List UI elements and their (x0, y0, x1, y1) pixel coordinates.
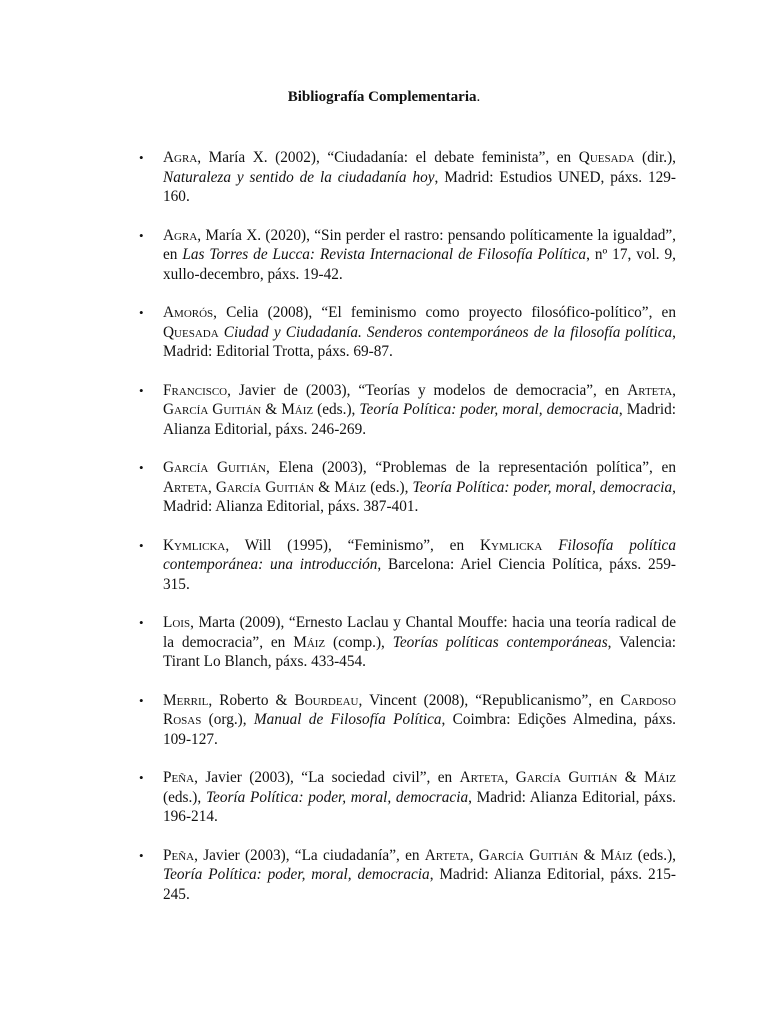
reference-text: , nº 17, vol. 9, xullo-decembro, páxs. 19-42. (163, 246, 676, 283)
bullet-icon: • (139, 460, 144, 475)
reference-text: , Elena (2003), “Problemas de la representación política”, en (265, 459, 676, 476)
document-title-text: Bibliografía Complementaria (287, 89, 477, 105)
reference-author: Máiz (281, 401, 314, 418)
reference-item (139, 381, 676, 440)
reference-item (139, 226, 676, 285)
reference-text: , Javier de (2003), “Teorías y modelos de democracia”, en (227, 381, 628, 399)
reference-text: (dir.), (634, 149, 676, 166)
reference-text: (comp.), (325, 633, 393, 651)
reference-item (139, 303, 676, 362)
reference-text: , Madrid: Alianza Editorial, páxs. 387-401. (163, 478, 676, 515)
reference-text: , Barcelona: Ariel Ciencia Política, páxs. 259-315. (163, 556, 676, 593)
reference-work-title: Teoría Política: poder, moral, democracia (163, 866, 430, 883)
reference-text: , Will (1995), “Feminismo”, en (225, 536, 480, 554)
reference-item (139, 613, 676, 672)
reference-item (139, 768, 676, 827)
reference-author: Amorós (163, 304, 214, 321)
reference-text: , Vincent (2008), “Republicanismo”, en (358, 691, 621, 709)
reference-text: (eds.), (163, 788, 206, 806)
reference-text: & (261, 401, 282, 418)
reference-author: Máiz (293, 633, 326, 651)
bullet-icon: • (139, 305, 144, 320)
bullet-icon: • (139, 537, 144, 553)
reference-item (139, 536, 676, 595)
reference-author: Bourdeau (294, 691, 359, 709)
reference-item (139, 846, 676, 905)
reference-text: , Valencia: Tirant Lo Blanch, páxs. 433-454. (163, 633, 676, 670)
reference-text: (eds.), (632, 846, 676, 864)
reference-work-title: Filosofía política contemporánea: una introducción (163, 536, 676, 573)
reference-text: , Madrid: Estudios UNED, páxs. 129-160. (163, 168, 676, 205)
reference-text: , Javier (2003), “La sociedad civil”, en (194, 769, 460, 786)
reference-work-title: Teoría Política: poder, moral, democracia (359, 401, 619, 418)
reference-author: García Guitián (163, 459, 266, 476)
reference-work-title: Manual de Filosofía Política (253, 711, 442, 728)
reference-text (542, 537, 558, 554)
reference-text: , Madrid: Editorial Trotta, páxs. 69-87. (163, 323, 676, 360)
reference-text: , Madrid: Alianza Editorial, páxs. 215-245. (163, 866, 676, 903)
reference-author: Máiz (334, 478, 367, 496)
document-title (0, 87, 768, 107)
reference-text: (org.), (201, 711, 254, 728)
reference-item (139, 691, 676, 750)
reference-item (139, 148, 676, 207)
reference-text: , Roberto & (208, 691, 295, 709)
reference-work-title: Teoría Política: poder, moral, democracia (412, 478, 673, 496)
reference-author: Francisco (163, 381, 228, 399)
bullet-icon: • (139, 382, 144, 398)
reference-text: , Marta (2009), “Ernesto Laclau y Chantal Mouffe: hacia una teoría radical de la democracia”, en (163, 614, 676, 651)
reference-text: , María X. (2020), “Sin perder el rastro: pensando políticamente la igualdad”, en (163, 226, 676, 263)
reference-text: , Celia (2008), “El feminismo como proyecto filosófico-político”, en (213, 304, 676, 321)
reference-author: Kymlicka (479, 536, 543, 554)
reference-text: , Madrid: Alianza Editorial, páxs. 246-269. (163, 401, 676, 438)
reference-author: Quesada (578, 149, 635, 166)
reference-item (139, 458, 676, 517)
reference-work-title: Teoría Política: poder, moral, democracia (205, 788, 469, 806)
reference-list (139, 148, 676, 923)
reference-author: Lois (163, 614, 191, 631)
reference-work-title: Las Torres de Lucca: Revista Internacional de Filosofía Política (182, 246, 587, 263)
reference-text: , Javier (2003), “La ciudadanía”, en (194, 846, 425, 864)
reference-author: Máiz (644, 769, 676, 786)
bullet-icon: • (139, 227, 144, 243)
reference-text: & (314, 478, 335, 496)
reference-text: , Madrid: Alianza Editorial, páxs. 196-214. (163, 788, 676, 825)
reference-author: Peña (163, 846, 195, 864)
reference-author: Quesada (163, 323, 219, 341)
reference-text: & (578, 846, 601, 864)
document-title-suffix: . (476, 89, 481, 105)
reference-text: (eds.), (313, 401, 360, 418)
bullet-icon: • (139, 847, 144, 863)
reference-author: Peña (163, 769, 195, 786)
reference-work-title: Ciudad y Ciudadanía. Senderos contemporáneos de la filosofía política (223, 323, 673, 341)
reference-author: Kymlicka (163, 536, 226, 554)
bullet-icon: • (139, 615, 144, 630)
reference-text: , María X. (2002), “Ciudadanía: el debate feminista”, en (197, 149, 579, 166)
reference-author: Arteta, García Guitián (163, 478, 315, 496)
reference-author: Merril (163, 691, 209, 709)
reference-text: , Coimbra: Edições Almedina, páxs. 109-127. (163, 711, 676, 748)
reference-author: Arteta, García Guitián (459, 769, 618, 786)
reference-work-title: Naturaleza y sentido de la ciudadanía hoy (163, 168, 435, 186)
bullet-icon: • (139, 770, 144, 785)
reference-work-title: Teorías políticas contemporáneas (392, 633, 608, 651)
bullet-icon: • (139, 150, 144, 165)
reference-author: Agra (163, 149, 198, 166)
reference-author: Cardoso Rosas (163, 691, 676, 728)
reference-text: (eds.), (366, 478, 413, 496)
reference-author: Agra (163, 226, 198, 244)
reference-author: Arteta, García Guitián (424, 846, 579, 864)
reference-text: & (617, 769, 645, 786)
reference-author: Máiz (600, 846, 633, 864)
reference-author: Arteta, García Guitián (163, 381, 676, 418)
bullet-icon: • (139, 692, 144, 708)
